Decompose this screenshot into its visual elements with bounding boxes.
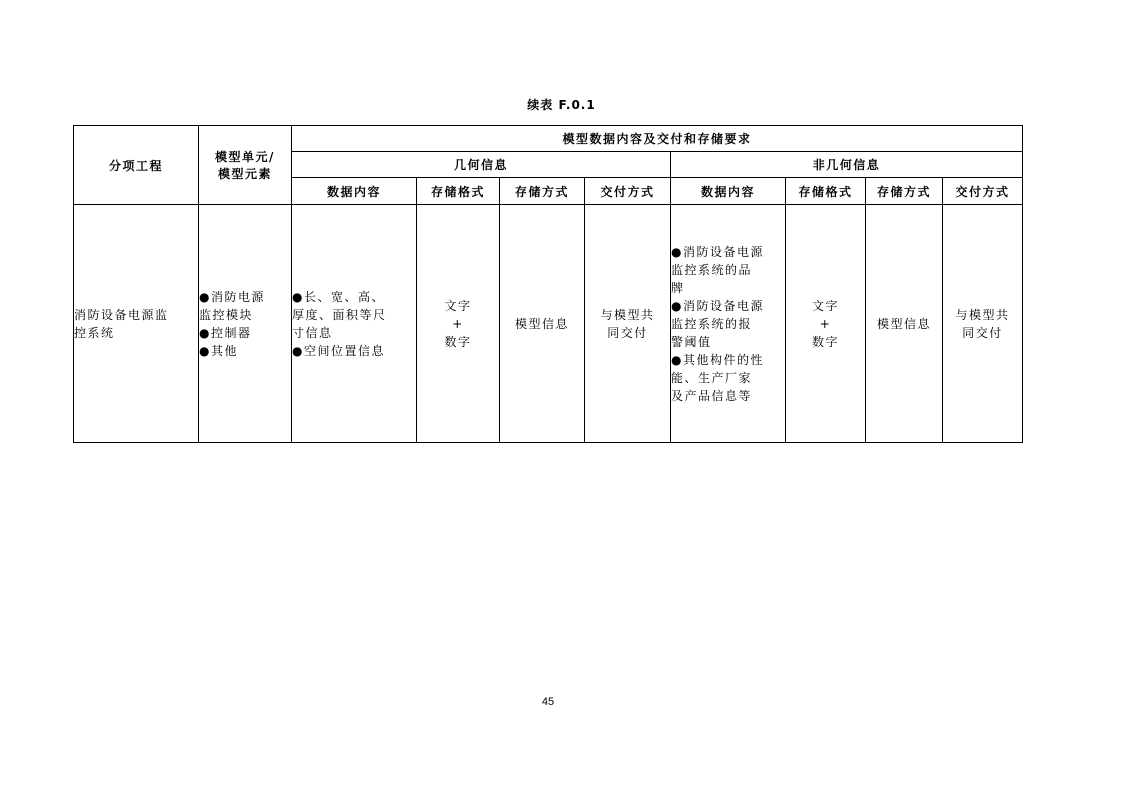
header-model-unit [199, 126, 292, 205]
cell-geo-delivery-line: 与模型共 [600, 307, 655, 322]
cell-geo-delivery-line: 同交付 [607, 325, 648, 340]
cell-subproject-line: 消防设备电源监 [74, 307, 169, 322]
header-geo-content: 数据内容 [292, 178, 417, 205]
cell-geo-format-line: 文字 [444, 298, 472, 313]
header-group-geo: 几何信息 [292, 152, 671, 178]
header-nongeo-method: 存储方式 [866, 178, 943, 205]
cell-geo-format [417, 205, 500, 443]
header-geo-method: 存储方式 [500, 178, 585, 205]
header-model-unit-line1: 模型单元/ [215, 150, 275, 164]
cell-nongeo-delivery-line: 同交付 [962, 325, 1003, 340]
spec-table [73, 125, 1023, 443]
header-geo-format: 存储格式 [417, 178, 500, 205]
cell-geo-content [292, 205, 417, 443]
header-subproject: 分项工程 [74, 126, 199, 205]
cell-geo-method: 模型信息 [500, 205, 585, 443]
header-nongeo-format: 存储格式 [786, 178, 866, 205]
cell-geo-format-line: 数字 [444, 334, 472, 349]
cell-nongeo-content-line: ●其他构件的性 [671, 352, 764, 367]
cell-geo-content-line: 寸信息 [292, 325, 333, 340]
header-model-unit-line2: 模型元素 [217, 167, 272, 181]
cell-nongeo-format-line: 数字 [811, 334, 839, 349]
cell-nongeo-delivery-line: 与模型共 [955, 307, 1010, 322]
header-group-nongeo: 非几何信息 [671, 152, 1023, 178]
cell-geo-content-line: ●长、宽、高、 [292, 289, 385, 304]
header-nongeo-content: 数据内容 [671, 178, 786, 205]
header-geo-delivery: 交付方式 [585, 178, 671, 205]
cell-nongeo-content-line: ●消防设备电源 [671, 298, 764, 313]
cell-geo-delivery [585, 205, 671, 443]
cell-subproject-line: 控系统 [74, 325, 115, 340]
cell-model-units [199, 205, 292, 443]
table-caption: 续表 F.0.1 [527, 98, 596, 112]
cell-nongeo-format-line: 文字 [811, 298, 839, 313]
cell-nongeo-content-line: 及产品信息等 [671, 388, 753, 403]
cell-subproject [74, 205, 199, 443]
cell-nongeo-delivery [943, 205, 1023, 443]
cell-model-unit-line: 监控模块 [199, 307, 254, 322]
cell-nongeo-format-line: + [819, 316, 832, 331]
cell-nongeo-content-line: 牌 [671, 280, 685, 295]
cell-geo-content-line: 厚度、面积等尺 [292, 307, 387, 322]
header-group-main: 模型数据内容及交付和存储要求 [292, 126, 1023, 152]
cell-geo-format-line: + [452, 316, 464, 331]
cell-nongeo-content-line: 警阈值 [671, 334, 712, 349]
cell-model-unit-line: ●控制器 [199, 325, 252, 340]
table-row [74, 205, 1023, 443]
page-number: 45 [541, 696, 555, 708]
cell-model-unit-line: ●其他 [199, 343, 238, 358]
cell-nongeo-content-line: 监控系统的报 [671, 316, 753, 331]
cell-nongeo-content-line: 能、生产厂家 [671, 370, 753, 385]
cell-nongeo-content-line: ●消防设备电源 [671, 244, 764, 259]
cell-nongeo-method: 模型信息 [866, 205, 943, 443]
header-nongeo-delivery: 交付方式 [943, 178, 1023, 205]
cell-nongeo-format [786, 205, 866, 443]
cell-model-unit-line: ●消防电源 [199, 289, 265, 304]
cell-nongeo-content [671, 205, 786, 443]
cell-nongeo-content-line: 监控系统的品 [671, 262, 753, 277]
cell-geo-content-line: ●空间位置信息 [292, 343, 385, 358]
